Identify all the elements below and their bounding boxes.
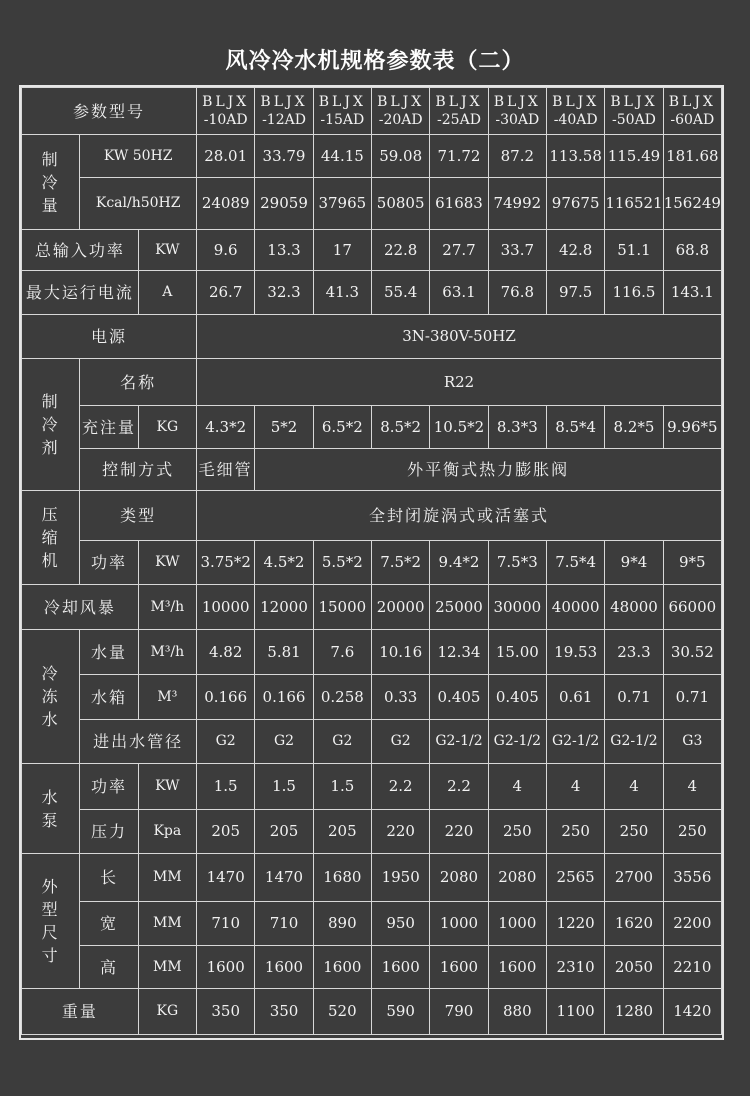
- cell-value: 1.5: [313, 764, 371, 810]
- table-row: [22, 449, 722, 491]
- cell-value: 50805: [372, 178, 430, 230]
- cell-value: 7.5*4: [546, 541, 604, 585]
- model-series: BLJX: [610, 94, 658, 110]
- comp-type-value: 全封闭旋涡式或活塞式: [197, 491, 722, 541]
- chilled-water-label-text: 冷冻水: [41, 664, 60, 729]
- cell-value: 1000: [488, 902, 546, 946]
- table-row: [22, 271, 722, 315]
- model-header: [605, 88, 663, 135]
- cell-value: 0.61: [546, 675, 604, 720]
- cell-value: 76.8: [488, 271, 546, 315]
- dimensions-label-text: 外型尺寸: [41, 877, 60, 965]
- table-row: [22, 630, 722, 675]
- cell-value: 5.81: [255, 630, 313, 675]
- unit-label: KG: [138, 989, 196, 1035]
- table-row: [22, 406, 722, 449]
- cell-value: 2700: [605, 854, 663, 902]
- model-suffix: -40AD: [553, 112, 598, 128]
- cell-value: 181.68: [663, 135, 721, 178]
- model-header: [372, 88, 430, 135]
- cell-value: 113.58: [546, 135, 604, 178]
- unit-label: MM: [138, 946, 196, 989]
- cell-value: 1600: [488, 946, 546, 989]
- cell-value: 1.5: [197, 764, 255, 810]
- width-label: 宽: [80, 902, 138, 946]
- unit-label: KW: [138, 541, 196, 585]
- ref-name-label: 名称: [80, 359, 197, 406]
- cell-value: 5*2: [255, 406, 313, 449]
- cell-value: 220: [372, 810, 430, 854]
- cell-value: 1.5: [255, 764, 313, 810]
- power-supply-label: 电源: [22, 315, 197, 359]
- model-series: BLJX: [318, 94, 366, 110]
- cell-value: 0.166: [255, 675, 313, 720]
- cell-value: 350: [255, 989, 313, 1035]
- cell-value: 9.96*5: [663, 406, 721, 449]
- cell-value: 44.15: [313, 135, 371, 178]
- cell-value: 55.4: [372, 271, 430, 315]
- cell-value: 116.5: [605, 271, 663, 315]
- weight-label: 重量: [22, 989, 139, 1035]
- cell-value: 10.5*2: [430, 406, 488, 449]
- model-suffix: -12AD: [262, 112, 306, 128]
- pump-label-text: 水泵: [41, 787, 60, 830]
- cell-value: 1470: [197, 854, 255, 902]
- table-row: [22, 585, 722, 630]
- cell-value: 950: [372, 902, 430, 946]
- model-header: [255, 88, 313, 135]
- cell-value: 48000: [605, 585, 663, 630]
- cell-value: 890: [313, 902, 371, 946]
- cell-value: 3.75*2: [197, 541, 255, 585]
- refrigerant-label-text: 制冷剂: [41, 392, 60, 457]
- cell-value: 17: [313, 230, 371, 271]
- refrigerant-label: [22, 359, 80, 491]
- cell-value: 23.3: [605, 630, 663, 675]
- pump-power-label: 功率: [80, 764, 138, 810]
- model-header: [313, 88, 371, 135]
- page-title: 风冷冷水机规格参数表（二）: [225, 49, 525, 74]
- cell-value: 2050: [605, 946, 663, 989]
- table-row: [22, 854, 722, 902]
- cell-value: 2565: [546, 854, 604, 902]
- control-capillary: 毛细管: [197, 449, 255, 491]
- cell-value: 7.6: [313, 630, 371, 675]
- cell-value: 28.01: [197, 135, 255, 178]
- cell-value: 4: [488, 764, 546, 810]
- cell-value: 4.82: [197, 630, 255, 675]
- model-suffix: -20AD: [378, 112, 423, 128]
- cell-value: 250: [488, 810, 546, 854]
- cell-value: 12.34: [430, 630, 488, 675]
- cell-value: 12000: [255, 585, 313, 630]
- compressor-label: [22, 491, 80, 585]
- table-row: [22, 810, 722, 854]
- table-row: [22, 946, 722, 989]
- cell-value: 350: [197, 989, 255, 1035]
- cell-value: 143.1: [663, 271, 721, 315]
- cell-value: 0.71: [663, 675, 721, 720]
- water-volume-label: 水量: [80, 630, 138, 675]
- cell-value: 205: [255, 810, 313, 854]
- cell-value: 97675: [546, 178, 604, 230]
- cell-value: 66000: [663, 585, 721, 630]
- cell-value: 51.1: [605, 230, 663, 271]
- model-suffix: -10AD: [203, 112, 248, 128]
- cell-value: 33.79: [255, 135, 313, 178]
- dimensions-label: [22, 854, 80, 989]
- cell-value: 250: [605, 810, 663, 854]
- cell-value: 1420: [663, 989, 721, 1035]
- cell-value: 25000: [430, 585, 488, 630]
- cell-value: 250: [546, 810, 604, 854]
- cell-value: 59.08: [372, 135, 430, 178]
- model-suffix: -50AD: [612, 112, 656, 128]
- cell-value: 1000: [430, 902, 488, 946]
- cell-value: 250: [663, 810, 721, 854]
- cell-value: G2: [255, 720, 313, 764]
- table-row: [22, 989, 722, 1035]
- model-series: BLJX: [435, 94, 483, 110]
- cell-value: 71.72: [430, 135, 488, 178]
- model-header: [663, 88, 721, 135]
- cell-value: 10.16: [372, 630, 430, 675]
- cell-value: 1600: [430, 946, 488, 989]
- cell-value: 6.5*2: [313, 406, 371, 449]
- table-row: [22, 359, 722, 406]
- cell-value: 7.5*3: [488, 541, 546, 585]
- cell-value: 8.5*2: [372, 406, 430, 449]
- cell-value: 590: [372, 989, 430, 1035]
- cell-value: G2-1/2: [430, 720, 488, 764]
- cell-value: 29059: [255, 178, 313, 230]
- tank-label: 水箱: [80, 675, 138, 720]
- cell-value: 1950: [372, 854, 430, 902]
- cell-value: 7.5*2: [372, 541, 430, 585]
- ref-name-value: R22: [197, 359, 722, 406]
- control-label: 控制方式: [80, 449, 197, 491]
- cell-value: 33.7: [488, 230, 546, 271]
- cell-value: 20000: [372, 585, 430, 630]
- cell-value: 37965: [313, 178, 371, 230]
- table-row: [22, 315, 722, 359]
- model-header: [197, 88, 255, 135]
- cell-value: G2: [313, 720, 371, 764]
- cell-value: 1100: [546, 989, 604, 1035]
- cell-value: 115.49: [605, 135, 663, 178]
- unit-label: Kpa: [138, 810, 196, 854]
- table-row: [22, 88, 722, 135]
- cell-value: 1600: [197, 946, 255, 989]
- cell-value: 4: [663, 764, 721, 810]
- cell-value: 42.8: [546, 230, 604, 271]
- cell-value: 19.53: [546, 630, 604, 675]
- cell-value: 1280: [605, 989, 663, 1035]
- cell-value: 68.8: [663, 230, 721, 271]
- chilled-water-label: [22, 630, 80, 764]
- cell-value: 41.3: [313, 271, 371, 315]
- kw50-label: KW 50HZ: [80, 135, 197, 178]
- cell-value: 0.258: [313, 675, 371, 720]
- model-suffix: -30AD: [495, 112, 540, 128]
- cell-value: 87.2: [488, 135, 546, 178]
- cooling-capacity-label-text: 制冷量: [41, 149, 60, 215]
- model-header: [546, 88, 604, 135]
- cell-value: 790: [430, 989, 488, 1035]
- cell-value: 5.5*2: [313, 541, 371, 585]
- cell-value: 2310: [546, 946, 604, 989]
- model-suffix: -15AD: [320, 112, 365, 128]
- unit-label: M³/h: [138, 630, 196, 675]
- cell-value: 2.2: [372, 764, 430, 810]
- cell-value: 4: [605, 764, 663, 810]
- table-row: [22, 491, 722, 541]
- cell-value: 2080: [488, 854, 546, 902]
- header-param-model: 参数型号: [22, 88, 197, 135]
- unit-label: A: [138, 271, 196, 315]
- cell-value: 4.5*2: [255, 541, 313, 585]
- cell-value: 9.4*2: [430, 541, 488, 585]
- cell-value: 8.3*3: [488, 406, 546, 449]
- height-label: 高: [80, 946, 138, 989]
- cell-value: 15000: [313, 585, 371, 630]
- cell-value: G2: [197, 720, 255, 764]
- kcal-label: Kcal/h50HZ: [80, 178, 197, 230]
- power-supply-value: 3N-380V-50HZ: [197, 315, 722, 359]
- cell-value: 1600: [372, 946, 430, 989]
- cell-value: G2: [372, 720, 430, 764]
- cell-value: 10000: [197, 585, 255, 630]
- cell-value: 0.405: [488, 675, 546, 720]
- cell-value: 0.405: [430, 675, 488, 720]
- cell-value: 24089: [197, 178, 255, 230]
- cell-value: 32.3: [255, 271, 313, 315]
- max-current-label: 最大运行电流: [22, 271, 139, 315]
- model-series: BLJX: [493, 94, 541, 110]
- pipe-label: 进出水管径: [80, 720, 197, 764]
- cell-value: 4: [546, 764, 604, 810]
- cell-value: 4.3*2: [197, 406, 255, 449]
- cell-value: 3556: [663, 854, 721, 902]
- pump-label: [22, 764, 80, 854]
- table-row: [22, 902, 722, 946]
- airflow-label: 冷却风暴: [22, 585, 139, 630]
- cell-value: 15.00: [488, 630, 546, 675]
- cell-value: 1600: [313, 946, 371, 989]
- unit-label: MM: [138, 902, 196, 946]
- cell-value: G3: [663, 720, 721, 764]
- cell-value: 61683: [430, 178, 488, 230]
- table-row: [22, 178, 722, 230]
- comp-type-label: 类型: [80, 491, 197, 541]
- unit-label: KW: [138, 764, 196, 810]
- model-series: BLJX: [668, 94, 716, 110]
- cell-value: 2210: [663, 946, 721, 989]
- cell-value: 22.8: [372, 230, 430, 271]
- unit-label: KG: [138, 406, 196, 449]
- cell-value: 205: [197, 810, 255, 854]
- charge-label: 充注量: [80, 406, 138, 449]
- cell-value: 40000: [546, 585, 604, 630]
- cell-value: 13.3: [255, 230, 313, 271]
- model-series: BLJX: [202, 94, 250, 110]
- cell-value: 1600: [255, 946, 313, 989]
- cell-value: G2-1/2: [605, 720, 663, 764]
- cell-value: 0.166: [197, 675, 255, 720]
- cooling-capacity-label: [22, 135, 80, 230]
- spec-table: [21, 87, 722, 1035]
- cell-value: 2080: [430, 854, 488, 902]
- model-series: BLJX: [260, 94, 308, 110]
- table-row: [22, 675, 722, 720]
- pump-pressure-label: 压力: [80, 810, 138, 854]
- cell-value: 9*5: [663, 541, 721, 585]
- table-row: [22, 230, 722, 271]
- cell-value: 8.5*4: [546, 406, 604, 449]
- table-row: [22, 720, 722, 764]
- model-suffix: -25AD: [437, 112, 481, 128]
- cell-value: 27.7: [430, 230, 488, 271]
- cell-value: 880: [488, 989, 546, 1035]
- model-series: BLJX: [552, 94, 600, 110]
- cell-value: 220: [430, 810, 488, 854]
- cell-value: 2200: [663, 902, 721, 946]
- cell-value: 9.6: [197, 230, 255, 271]
- cell-value: 1680: [313, 854, 371, 902]
- cell-value: 710: [197, 902, 255, 946]
- model-header: [488, 88, 546, 135]
- total-power-label: 总输入功率: [22, 230, 139, 271]
- cell-value: 30000: [488, 585, 546, 630]
- cell-value: 0.33: [372, 675, 430, 720]
- cell-value: 9*4: [605, 541, 663, 585]
- table-row: [22, 135, 722, 178]
- compressor-label-text: 压缩机: [41, 505, 60, 570]
- unit-label: KW: [138, 230, 196, 271]
- cell-value: 0.71: [605, 675, 663, 720]
- cell-value: 1470: [255, 854, 313, 902]
- cell-value: 26.7: [197, 271, 255, 315]
- cell-value: 710: [255, 902, 313, 946]
- cell-value: G2-1/2: [546, 720, 604, 764]
- control-expansion-valve: 外平衡式热力膨胀阀: [255, 449, 722, 491]
- cell-value: 74992: [488, 178, 546, 230]
- model-series: BLJX: [377, 94, 425, 110]
- table-row: [22, 541, 722, 585]
- comp-power-label: 功率: [80, 541, 138, 585]
- model-suffix: -60AD: [670, 112, 715, 128]
- unit-label: MM: [138, 854, 196, 902]
- cell-value: 520: [313, 989, 371, 1035]
- cell-value: 2.2: [430, 764, 488, 810]
- length-label: 长: [80, 854, 138, 902]
- cell-value: 156249: [663, 178, 721, 230]
- cell-value: 205: [313, 810, 371, 854]
- cell-value: 116521: [605, 178, 663, 230]
- cell-value: 63.1: [430, 271, 488, 315]
- cell-value: 1620: [605, 902, 663, 946]
- cell-value: 30.52: [663, 630, 721, 675]
- cell-value: G2-1/2: [488, 720, 546, 764]
- cell-value: 1220: [546, 902, 604, 946]
- cell-value: 8.2*5: [605, 406, 663, 449]
- unit-label: M³: [138, 675, 196, 720]
- unit-label: M³/h: [138, 585, 196, 630]
- table-row: [22, 764, 722, 810]
- model-header: [430, 88, 488, 135]
- cell-value: 97.5: [546, 271, 604, 315]
